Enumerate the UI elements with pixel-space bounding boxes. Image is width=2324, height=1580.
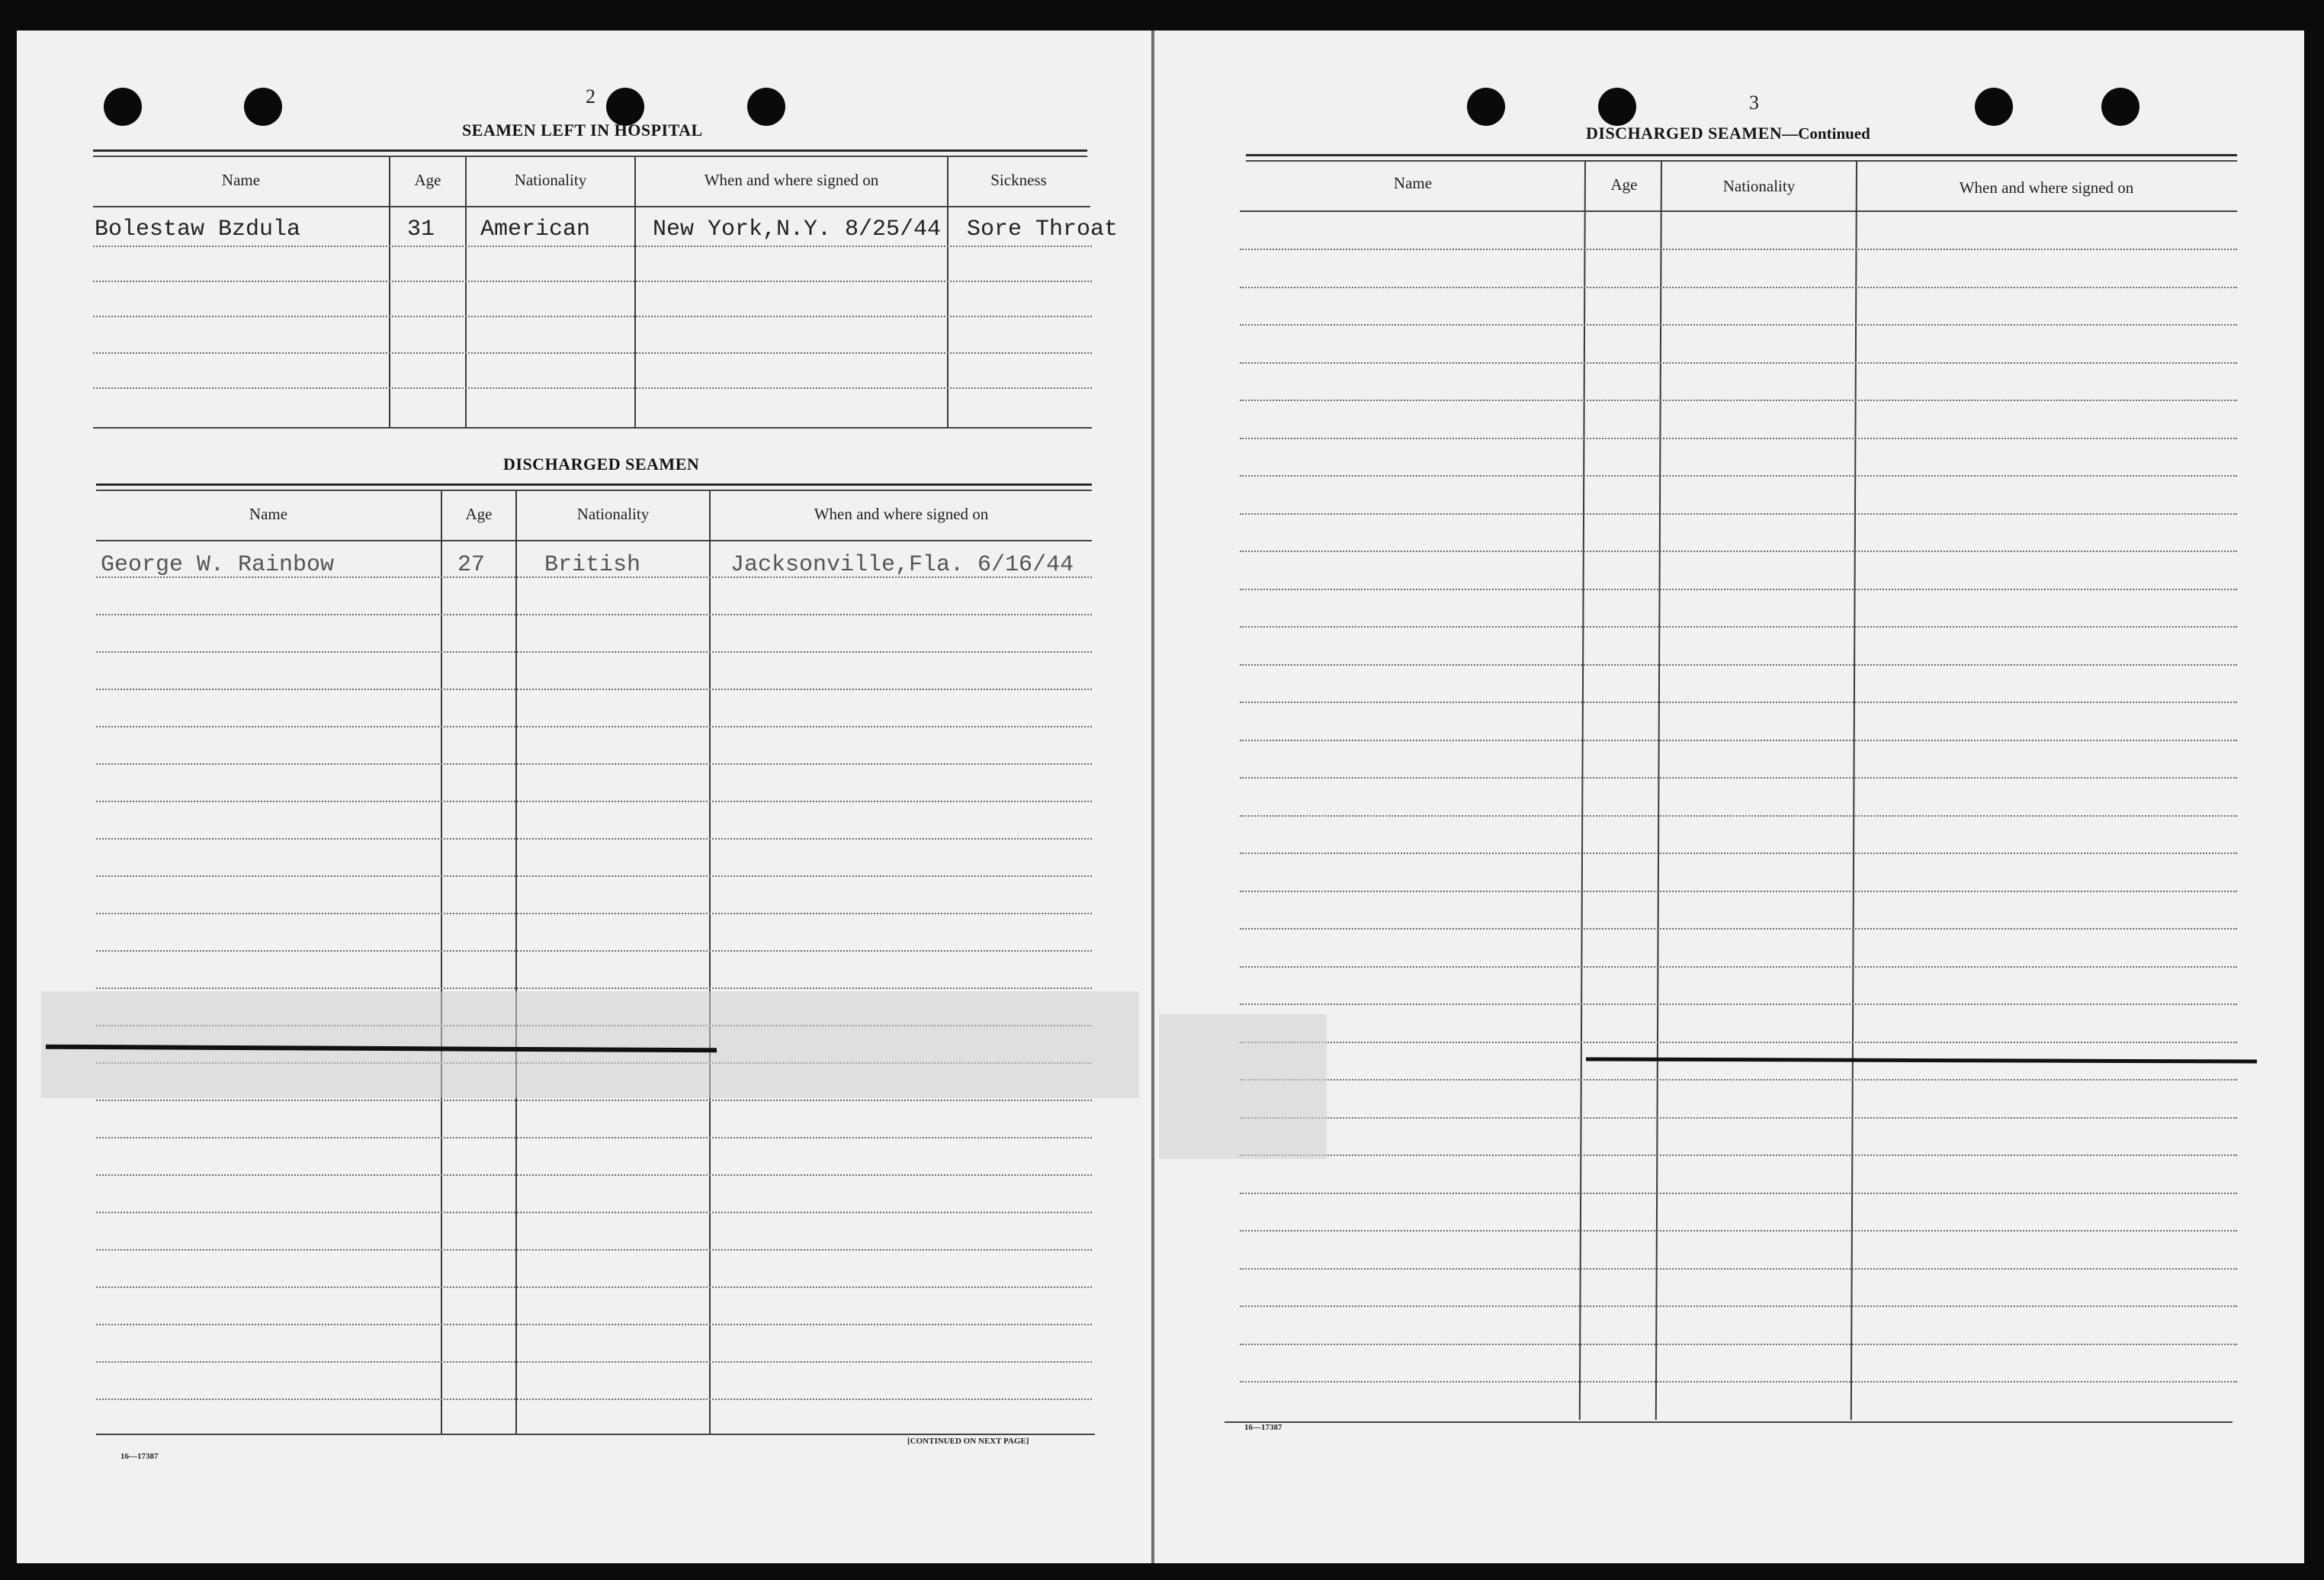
ruled-row-line <box>1240 1004 2237 1005</box>
hospital-row-line <box>93 316 1092 317</box>
hospital-col-nationality: Nationality <box>514 171 587 189</box>
discharged-row-age: 27 <box>457 552 486 578</box>
discharged-table-bottom-rule <box>96 1434 1095 1435</box>
hospital-row-nationality: American <box>480 217 591 242</box>
ruled-row-line <box>96 1137 1092 1138</box>
ruled-row-line <box>1240 1230 2237 1232</box>
right-title-main: DISCHARGED SEAMEN <box>1586 124 1783 143</box>
ruled-row-line <box>96 1324 1092 1325</box>
hospital-row-signed-on: New York,N.Y. 8/25/44 <box>653 217 942 242</box>
ruled-row-line <box>96 801 1092 802</box>
hospital-row-age: 31 <box>407 217 435 242</box>
ruled-row-line <box>96 913 1092 914</box>
hospital-table-top-rule <box>93 149 1087 152</box>
page-fold <box>1151 31 1154 1563</box>
hospital-col-sickness: Sickness <box>990 171 1047 189</box>
ruled-row-line <box>1240 1268 2237 1270</box>
discharged-row-signed-on: Jacksonville,Fla. 6/16/44 <box>730 552 1074 578</box>
left-page-number: 2 <box>586 85 595 108</box>
discharged-col-signed-on: When and where signed on <box>814 505 989 523</box>
punch-hole <box>2101 88 2139 126</box>
ruled-row-line <box>1240 1117 2237 1119</box>
ruled-row-line <box>1240 815 2237 817</box>
hospital-table-bottom-rule <box>93 427 1092 429</box>
ruled-row-line <box>96 726 1092 727</box>
right-col-age: Age <box>1610 175 1638 194</box>
ruled-row-line <box>1240 664 2237 666</box>
discharged-row-name: George W. Rainbow <box>101 552 335 578</box>
right-table-bottom-rule <box>1225 1421 2233 1423</box>
continued-note: [CONTINUED ON NEXT PAGE] <box>907 1437 1029 1446</box>
hospital-row-line <box>93 246 1092 247</box>
hospital-table-top-rule-2 <box>93 156 1087 157</box>
ruled-row-line <box>96 651 1092 653</box>
hospital-row-sickness: Sore Throat <box>967 217 1119 242</box>
ruled-row-line <box>96 838 1092 840</box>
ruled-row-line <box>1240 1193 2237 1194</box>
punch-hole <box>1975 88 2013 126</box>
discharged-col-divider <box>441 491 442 1435</box>
hospital-row-name: Bolestaw Bzdula <box>95 217 301 242</box>
discharged-header-rule <box>96 540 1092 541</box>
ruled-row-line <box>1240 740 2237 741</box>
ruled-row-line <box>1240 853 2237 854</box>
ruled-row-line <box>1240 513 2237 515</box>
discharged-col-nationality: Nationality <box>576 505 650 523</box>
ruled-row-line <box>1240 626 2237 628</box>
punch-hole <box>244 88 282 126</box>
discharged-col-divider <box>515 491 517 1435</box>
ruled-row-line <box>96 689 1092 690</box>
right-table-top-rule-2 <box>1246 160 2237 162</box>
punch-hole <box>747 88 785 126</box>
ruled-row-line <box>96 1212 1092 1213</box>
ruled-row-line <box>96 1286 1092 1288</box>
ruled-row-line <box>1240 589 2237 590</box>
ruled-row-line <box>96 614 1092 615</box>
punch-hole <box>1598 88 1636 126</box>
discharged-col-name: Name <box>249 505 288 523</box>
ruled-row-line <box>1240 928 2237 930</box>
right-form-number: 16—17387 <box>1244 1423 1282 1432</box>
punch-hole <box>1467 88 1505 126</box>
discharged-table-top-rule-2 <box>96 490 1092 491</box>
ruled-row-line <box>96 988 1092 989</box>
ruled-row-line <box>96 1100 1092 1101</box>
ruled-row-line <box>1240 1381 2237 1382</box>
right-header-rule <box>1240 210 2237 212</box>
hospital-col-signed-on: When and where signed on <box>704 171 879 189</box>
right-page-title <box>1586 124 1870 143</box>
ruled-row-line <box>1240 287 2237 288</box>
ruled-row-line <box>1240 966 2237 968</box>
hospital-col-name: Name <box>221 171 261 189</box>
right-table-top-rule <box>1246 154 2237 156</box>
right-page-number: 3 <box>1749 92 1759 114</box>
hospital-section-title: SEAMEN LEFT IN HOSPITAL <box>462 120 703 140</box>
right-title-suffix: —Continued <box>1782 124 1870 143</box>
punch-hole <box>104 88 142 126</box>
ruled-row-line <box>96 1174 1092 1176</box>
ruled-row-line <box>1240 1344 2237 1345</box>
ruled-row-line <box>1240 891 2237 892</box>
hospital-col-age: Age <box>414 171 441 189</box>
ruled-row-line <box>96 1249 1092 1251</box>
ruled-row-line <box>1240 1154 2237 1156</box>
hospital-row-line <box>93 387 1092 389</box>
ruled-row-line <box>1240 1305 2237 1307</box>
discharged-section-title: DISCHARGED SEAMEN <box>503 454 700 474</box>
hospital-row-line <box>93 281 1092 282</box>
ruled-row-line <box>1240 324 2237 326</box>
ruled-row-line <box>96 763 1092 765</box>
discharged-row-nationality: British <box>544 552 641 578</box>
left-form-number: 16—17387 <box>120 1452 159 1461</box>
document-sheet <box>17 31 2304 1563</box>
discharged-col-age: Age <box>465 505 493 523</box>
ruled-row-line <box>96 875 1092 877</box>
hospital-row-line <box>93 352 1092 354</box>
ruled-row-line <box>1240 777 2237 779</box>
right-col-signed-on: When and where signed on <box>1959 178 2134 197</box>
right-col-name: Name <box>1393 174 1433 192</box>
ruled-row-line <box>1240 249 2237 250</box>
ruled-row-line <box>1240 551 2237 552</box>
ruled-row-line <box>1240 1042 2237 1043</box>
ruled-row-line <box>1240 438 2237 439</box>
right-col-nationality: Nationality <box>1722 177 1796 195</box>
ruled-row-line <box>96 576 1092 578</box>
ruled-row-line <box>1240 475 2237 477</box>
discharged-table-top-rule <box>96 483 1092 486</box>
ruled-row-line <box>1240 362 2237 364</box>
discharged-col-divider <box>709 491 711 1435</box>
ruled-row-line <box>96 1361 1092 1363</box>
ruled-row-line <box>1240 702 2237 703</box>
ruled-row-line <box>96 1399 1092 1400</box>
ruled-row-line <box>96 950 1092 952</box>
ruled-row-line <box>1240 400 2237 401</box>
hospital-header-rule <box>93 206 1090 207</box>
ruled-row-line <box>1240 1079 2237 1081</box>
copy-smudge <box>1159 1014 1327 1159</box>
